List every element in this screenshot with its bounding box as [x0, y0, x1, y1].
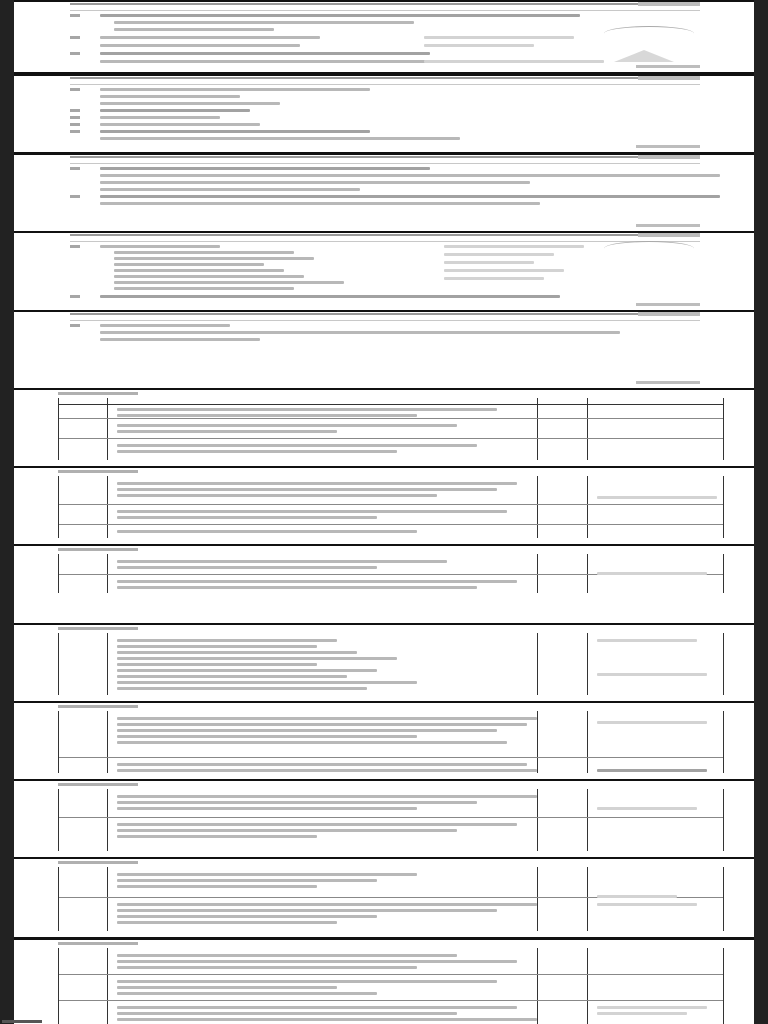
text-line — [114, 287, 294, 290]
table-cell-text — [117, 657, 397, 660]
text-line — [114, 275, 304, 278]
marking-scheme-page[interactable] — [14, 701, 754, 781]
text-line — [114, 251, 294, 254]
text-line — [100, 324, 230, 327]
text-line — [100, 60, 480, 63]
table-cell-text — [117, 516, 377, 519]
table-title — [58, 392, 138, 395]
text-line — [100, 245, 220, 248]
table-cell-text — [117, 530, 417, 533]
text-line — [100, 116, 220, 119]
marking-table — [58, 711, 724, 773]
text-line — [444, 245, 584, 248]
document-page[interactable] — [14, 310, 754, 390]
page-header-rule — [70, 156, 700, 164]
table-column-divider — [587, 633, 588, 695]
marking-scheme-page[interactable] — [14, 388, 754, 468]
marking-scheme-page[interactable] — [14, 857, 754, 939]
table-row-divider — [59, 438, 723, 439]
text-line — [114, 257, 314, 260]
table-title — [58, 470, 138, 473]
text-line — [100, 167, 430, 170]
table-cell-text — [597, 496, 717, 499]
table-column-divider — [107, 711, 108, 773]
table-cell-text — [597, 1012, 687, 1015]
table-cell-text — [117, 651, 357, 654]
table-cell-text — [117, 729, 497, 732]
page-footer-mark — [636, 65, 700, 68]
page-header-rule — [70, 234, 700, 242]
table-cell-text — [117, 903, 537, 906]
text-line — [100, 102, 280, 105]
question-number-mark — [70, 245, 80, 248]
table-cell-text — [117, 560, 447, 563]
document-page[interactable] — [14, 74, 754, 154]
question-number-mark — [70, 14, 80, 17]
table-cell-text — [117, 1012, 457, 1015]
table-row-divider — [59, 974, 723, 975]
text-line — [100, 188, 360, 191]
text-line — [424, 60, 604, 63]
table-cell-text — [117, 835, 317, 838]
page-header-rule — [70, 77, 700, 85]
marking-scheme-page[interactable] — [14, 544, 754, 625]
table-cell-text — [117, 1018, 537, 1021]
table-cell-text — [117, 829, 457, 832]
document-page[interactable] — [14, 0, 754, 74]
text-line — [114, 269, 284, 272]
table-column-divider — [537, 633, 538, 695]
table-cell-text — [117, 980, 497, 983]
table-cell-text — [117, 795, 537, 798]
horizontal-scrollbar[interactable] — [2, 1020, 42, 1023]
table-cell-text — [117, 482, 517, 485]
table-cell-text — [117, 510, 507, 513]
marking-scheme-page[interactable] — [14, 938, 754, 1024]
table-column-divider — [107, 398, 108, 460]
table-cell-text — [117, 444, 477, 447]
table-row-divider — [59, 817, 723, 818]
text-line — [100, 195, 720, 198]
table-column-divider — [107, 476, 108, 538]
table-column-divider — [537, 476, 538, 538]
table-column-divider — [587, 711, 588, 773]
question-number-mark — [70, 116, 80, 119]
text-line — [100, 137, 460, 140]
page-footer-mark — [636, 381, 700, 384]
text-line — [444, 269, 564, 272]
table-cell-text — [597, 721, 707, 724]
marking-table — [58, 633, 724, 695]
marking-scheme-page[interactable] — [14, 466, 754, 546]
text-line — [114, 28, 274, 31]
marking-table — [58, 398, 724, 460]
text-line — [444, 277, 544, 280]
table-cell-text — [117, 909, 497, 912]
question-number-mark — [70, 295, 80, 298]
text-line — [100, 14, 580, 17]
table-cell-text — [117, 681, 417, 684]
table-column-divider — [537, 398, 538, 460]
table-column-divider — [107, 948, 108, 1024]
page-footer-mark — [636, 145, 700, 148]
table-row-divider — [59, 504, 723, 505]
diagram-figure — [604, 26, 694, 41]
table-column-divider — [587, 789, 588, 851]
text-line — [100, 109, 250, 112]
table-cell-text — [117, 966, 417, 969]
table-column-divider — [537, 948, 538, 1024]
marking-scheme-page[interactable] — [14, 779, 754, 859]
table-cell-text — [117, 669, 377, 672]
table-cell-text — [117, 885, 317, 888]
table-row-divider — [59, 418, 723, 419]
table-title — [58, 705, 138, 708]
text-line — [444, 253, 554, 256]
page-header-rule — [70, 313, 700, 321]
table-cell-text — [597, 903, 697, 906]
table-cell-text — [117, 645, 317, 648]
table-column-divider — [537, 711, 538, 773]
text-line — [424, 36, 574, 39]
table-column-divider — [587, 476, 588, 538]
text-line — [100, 331, 620, 334]
text-line — [444, 261, 534, 264]
page-footer-mark — [636, 303, 700, 306]
table-cell-text — [597, 572, 707, 575]
diagram-figure — [604, 241, 694, 256]
table-header-row — [59, 398, 723, 405]
table-cell-text — [117, 823, 517, 826]
table-cell-text — [117, 663, 317, 666]
table-cell-text — [117, 430, 337, 433]
table-row-divider — [59, 1000, 723, 1001]
table-title — [58, 783, 138, 786]
text-line — [114, 263, 264, 266]
table-cell-text — [117, 807, 417, 810]
table-cell-text — [117, 879, 377, 882]
text-line — [100, 130, 370, 133]
table-cell-text — [117, 580, 517, 583]
table-cell-text — [117, 414, 417, 417]
table-column-divider — [587, 867, 588, 931]
table-cell-text — [597, 769, 707, 772]
marking-table — [58, 867, 724, 931]
text-line — [100, 202, 540, 205]
marking-table — [58, 476, 724, 538]
question-number-mark — [70, 324, 80, 327]
table-cell-text — [117, 566, 377, 569]
question-number-mark — [70, 130, 80, 133]
table-cell-text — [117, 763, 527, 766]
table-cell-text — [597, 895, 677, 898]
page-header-rule — [70, 3, 700, 11]
marking-table — [58, 948, 724, 1024]
question-number-mark — [70, 123, 80, 126]
text-line — [424, 44, 534, 47]
diagram-figure — [614, 50, 674, 62]
marking-scheme-page[interactable] — [14, 623, 754, 703]
question-number-mark — [70, 195, 80, 198]
table-cell-text — [117, 586, 477, 589]
question-number-mark — [70, 167, 80, 170]
text-line — [100, 338, 260, 341]
table-cell-text — [117, 675, 347, 678]
table-cell-text — [117, 921, 337, 924]
table-column-divider — [537, 789, 538, 851]
table-cell-text — [117, 735, 417, 738]
table-column-divider — [107, 633, 108, 695]
table-title — [58, 627, 138, 630]
table-cell-text — [117, 687, 367, 690]
table-cell-text — [117, 986, 337, 989]
table-cell-text — [117, 915, 377, 918]
table-cell-text — [117, 488, 497, 491]
table-cell-text — [117, 450, 397, 453]
document-page[interactable] — [14, 231, 754, 312]
table-cell-text — [117, 741, 507, 744]
text-line — [114, 21, 414, 24]
question-number-mark — [70, 109, 80, 112]
table-title — [58, 548, 138, 551]
question-number-mark — [70, 52, 80, 55]
marking-table — [58, 554, 724, 593]
document-page[interactable] — [14, 153, 754, 233]
table-column-divider — [587, 948, 588, 1024]
table-cell-text — [597, 639, 697, 642]
question-number-mark — [70, 88, 80, 91]
table-cell-text — [117, 408, 497, 411]
text-line — [100, 181, 530, 184]
table-cell-text — [117, 639, 337, 642]
question-number-mark — [70, 36, 80, 39]
table-row-divider — [59, 757, 723, 758]
text-line — [114, 281, 344, 284]
text-line — [100, 44, 300, 47]
table-title — [58, 861, 138, 864]
text-line — [100, 174, 720, 177]
table-column-divider — [107, 789, 108, 851]
table-cell-text — [117, 424, 457, 427]
table-cell-text — [117, 769, 537, 772]
page-footer-mark — [636, 224, 700, 227]
table-cell-text — [117, 494, 437, 497]
table-cell-text — [117, 873, 417, 876]
table-cell-text — [117, 954, 457, 957]
text-line — [100, 88, 370, 91]
table-cell-text — [597, 673, 707, 676]
table-cell-text — [597, 1006, 707, 1009]
table-column-divider — [537, 867, 538, 931]
table-column-divider — [587, 398, 588, 460]
text-line — [100, 52, 430, 55]
table-row-divider — [59, 524, 723, 525]
table-cell-text — [597, 807, 697, 810]
text-line — [100, 36, 320, 39]
table-cell-text — [117, 960, 517, 963]
table-column-divider — [107, 867, 108, 931]
text-line — [100, 123, 260, 126]
table-title — [58, 942, 138, 945]
table-cell-text — [117, 801, 477, 804]
table-cell-text — [117, 723, 527, 726]
table-cell-text — [117, 992, 377, 995]
marking-table — [58, 789, 724, 851]
table-cell-text — [117, 1006, 517, 1009]
text-line — [100, 95, 240, 98]
text-line — [100, 295, 560, 298]
table-cell-text — [117, 717, 537, 720]
